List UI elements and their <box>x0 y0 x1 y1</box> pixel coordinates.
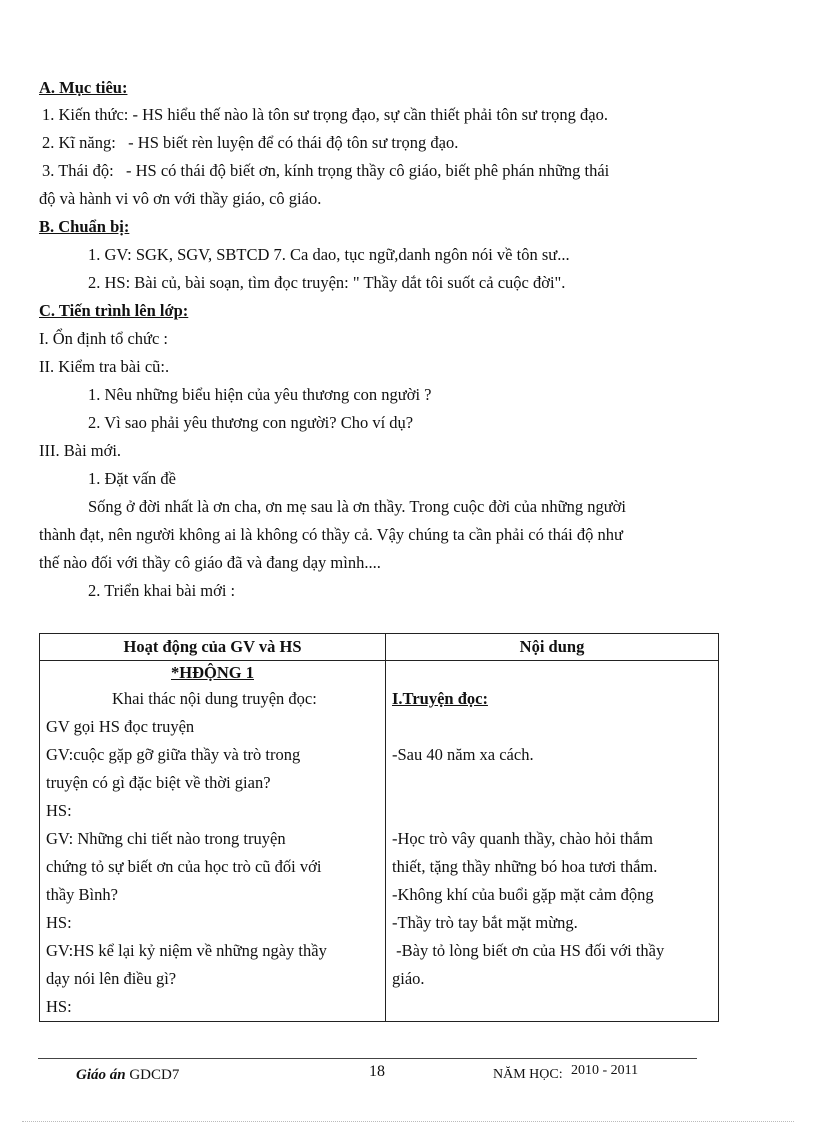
prep-hs: 2. HS: Bài củ, bài soạn, tìm đọc truyện: " Thầy dắt tôi suốt cả cuộc đời". <box>88 273 566 292</box>
section-a-heading: A. Mục tiêu: <box>39 78 128 97</box>
activity-line: GV:cuộc gặp gỡ giữa thầy và trò trong <box>46 745 301 764</box>
activity-line: truyện có gì đặc biệt về thời gian? <box>46 773 271 792</box>
step-3-1: 1. Đặt vấn đề <box>88 469 176 488</box>
content-line: -Bày tỏ lòng biết ơn của HS đối với thầy <box>392 941 665 960</box>
content-line: -Không khí của buổi gặp mặt cảm động <box>392 885 654 904</box>
header-activities: Hoạt động của GV và HS <box>40 634 386 661</box>
header-content: Nội dung <box>386 634 719 661</box>
intro-paragraph-line1: Sống ở đời nhất là ơn cha, ơn mẹ sau là ơn thầy. Trong cuộc đời của những người <box>88 497 626 516</box>
activity-line: thầy Bình? <box>46 885 118 904</box>
content-line: thiết, tặng thầy những bó hoa tươi thắm. <box>392 857 658 876</box>
footer-divider <box>38 1058 697 1059</box>
activities-cell <box>40 661 386 1022</box>
lesson-table <box>39 633 719 1022</box>
activity-line: GV gọi HS đọc truyện <box>46 717 195 736</box>
objective-attitude: 3. Thái độ: - HS có thái độ biết ơn, kính trọng thầy cô giáo, biết phê phán những thái <box>42 161 610 180</box>
intro-paragraph-line2: thành đạt, nên người không ai là không có thầy cả. Vậy chúng ta cần phải có thái độ như <box>39 525 623 544</box>
activity-line: HS: <box>46 997 72 1016</box>
activity-heading: *HĐỘNG 1 <box>171 663 254 682</box>
activity-line: HS: <box>46 913 72 932</box>
activity-line: GV:HS kể lại kỷ niệm về những ngày thầy <box>46 941 327 960</box>
objective-knowledge: 1. Kiến thức: - HS hiểu thế nào là tôn sư trọng đạo, sự cần thiết phải tôn sư trọng đạo. <box>42 105 608 124</box>
step-3-2: 2. Triển khai bài mới : <box>88 581 236 600</box>
step-2-q1: 1. Nêu những biểu hiện của yêu thương con người ? <box>88 385 432 404</box>
content-line: -Học trò vây quanh thầy, chào hỏi thắm <box>392 829 654 848</box>
table-row <box>40 661 719 1022</box>
footer-year-label: NĂM HỌC: <box>493 1067 563 1082</box>
activity-line: chứng tỏ sự biết ơn của học trò cũ đối với <box>46 857 322 876</box>
footer-year: 2010 - 2011 <box>571 1063 639 1078</box>
footer-title: Giáo án <box>76 1067 126 1083</box>
footer-subject: GDCD7 <box>129 1067 180 1083</box>
intro-paragraph-line3: thế nào đối với thầy cô giáo đã và đang dạy mình.... <box>39 553 381 572</box>
activity-line: GV: Những chi tiết nào trong truyện <box>46 829 286 848</box>
content-cell <box>386 661 719 1022</box>
content-line: giáo. <box>392 969 425 988</box>
page-edge <box>22 1121 794 1122</box>
footer-left <box>76 1067 179 1084</box>
page-number: 18 <box>369 1063 385 1080</box>
content-heading: I.Truyện đọc: <box>392 689 488 708</box>
activity-line: HS: <box>46 801 72 820</box>
prep-gv: 1. GV: SGK, SGV, SBTCD 7. Ca dao, tục ngữ,danh ngôn nói về tôn sư... <box>88 245 570 264</box>
section-b-heading: B. Chuẩn bị: <box>39 217 130 236</box>
content-line: -Sau 40 năm xa cách. <box>392 745 534 764</box>
step-3: III. Bài mới. <box>39 441 122 460</box>
activity-line: dạy nói lên điều gì? <box>46 969 177 988</box>
objective-attitude-cont: độ và hành vi vô ơn với thầy giáo, cô giáo. <box>39 189 322 208</box>
step-2-q2: 2. Vì sao phải yêu thương con người? Cho ví dụ? <box>88 413 414 432</box>
activity-line: Khai thác nội dung truyện đọc: <box>112 689 317 708</box>
step-2: II. Kiểm tra bài cũ:. <box>39 357 170 376</box>
objective-skill: 2. Kĩ năng: - HS biết rèn luyện để có thái độ tôn sư trọng đạo. <box>42 133 459 152</box>
section-c-heading: C. Tiến trình lên lớp: <box>39 301 189 320</box>
content-line: -Thầy trò tay bắt mặt mừng. <box>392 913 578 932</box>
step-1: I. Ổn định tổ chức : <box>39 329 169 348</box>
table-header-row <box>40 634 719 661</box>
